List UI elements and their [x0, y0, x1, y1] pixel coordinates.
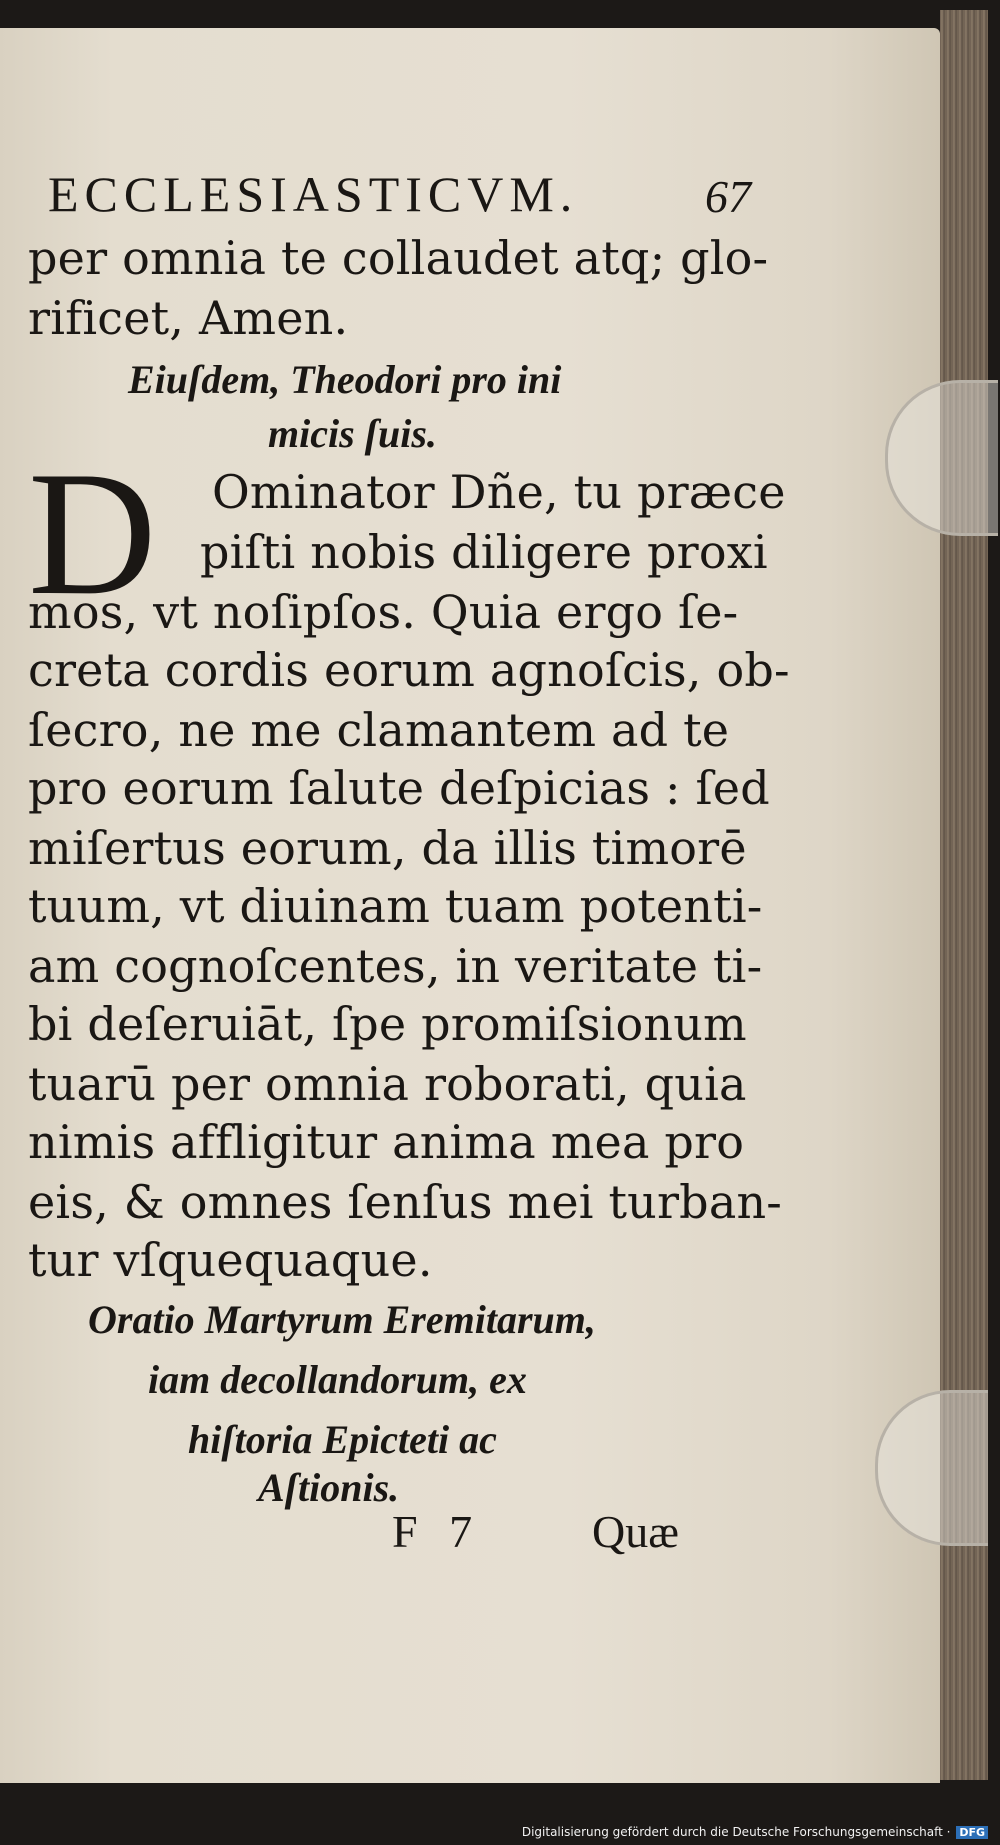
text-line: mos, vt noſipſos. Quia ergo ſe- — [28, 585, 739, 639]
text-line: eis, & omnes ſenſus mei turban- — [28, 1175, 783, 1229]
text-line: Ominator Dñe, tu præce — [212, 465, 786, 519]
heading-line: Oratio Martyrum Eremitarum, — [88, 1297, 596, 1342]
drop-capital: D — [28, 434, 157, 632]
text-line: piſti nobis diligere proxi — [200, 525, 768, 579]
page-number: 67 — [705, 171, 751, 222]
text-line: miſertus eorum, da illis timorē — [28, 821, 747, 875]
running-title: ECCLESIASTICVM. — [48, 166, 579, 222]
digitization-credit — [522, 1825, 988, 1839]
text-line: tuum, vt diuinam tuam potenti- — [28, 879, 763, 933]
credit-text: Digitalisierung gefördert durch die Deutsche Forschungsgemeinschaft · — [521, 1825, 951, 1839]
text-line: per omnia te collaudet atq; glo- — [28, 231, 769, 285]
heading-line: micis ſuis. — [268, 411, 437, 456]
text-line: pro eorum ſalute deſpicias : ſed — [28, 761, 770, 815]
heading-line: Aſtionis. — [258, 1465, 400, 1510]
text-line: rificet, Amen. — [28, 291, 349, 345]
dfg-logo: DFG — [956, 1826, 988, 1839]
text-line: am cognoſcentes, in veritate ti- — [28, 939, 763, 993]
signature-mark: F 7 — [392, 1506, 483, 1557]
text-line: creta cordis eorum agnoſcis, ob- — [28, 643, 790, 697]
text-line: nimis affligitur anima mea pro — [28, 1115, 745, 1169]
text-line: ſecro, ne me clamantem ad te — [28, 703, 730, 757]
text-line: tuarū per omnia roborati, quia — [28, 1057, 747, 1111]
heading-line: iam decollandorum, ex — [148, 1357, 527, 1402]
catchword: Quæ — [592, 1506, 679, 1557]
heading-line: hiſtoria Epicteti ac — [188, 1417, 497, 1462]
text-line: bi deſeruiāt, ſpe promiſsionum — [28, 997, 747, 1051]
text-line: tur vſquequaque. — [28, 1233, 433, 1287]
heading-line: Eiuſdem, Theodori pro ini — [128, 357, 562, 402]
